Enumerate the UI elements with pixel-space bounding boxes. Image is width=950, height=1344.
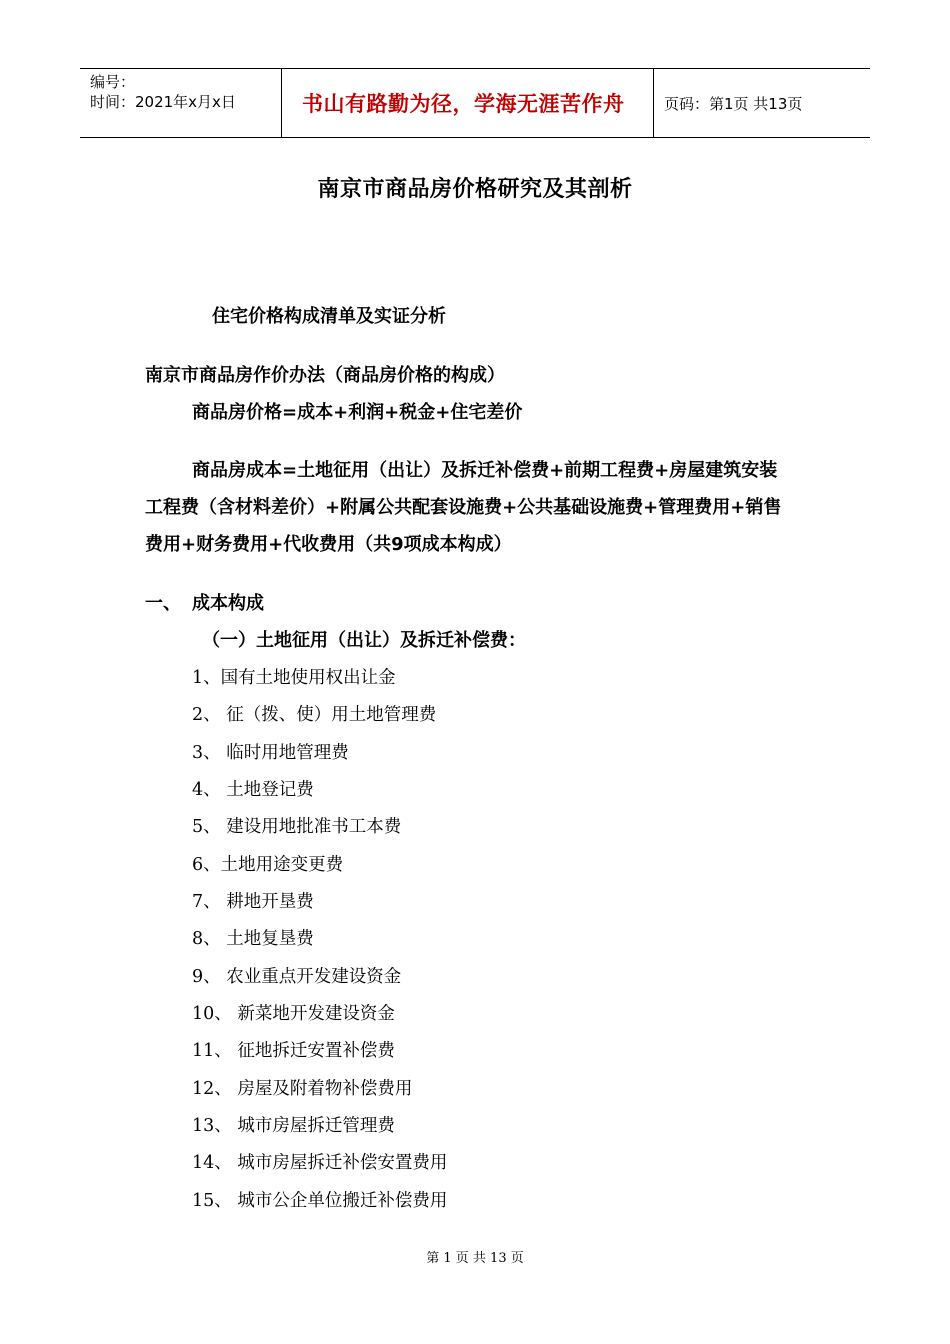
list-item: 4、 土地登记费: [192, 780, 314, 800]
formula-cost-line-2: 工程费（含材料差价）+附属公共配套设施费+公共基础设施费+管理费用+销售: [145, 497, 782, 518]
list-item: 8、 土地复垦费: [192, 929, 314, 949]
header-page-info: 页码：第1页 共13页: [664, 94, 803, 113]
part-one-title: 成本构成: [192, 593, 264, 614]
list-item: 11、 征地拆迁安置补偿费: [192, 1041, 395, 1061]
list-item: 15、 城市公企单位搬迁补偿费用: [192, 1191, 448, 1211]
header-motto: 书山有路勤为径，学海无涯苦作舟: [282, 69, 654, 137]
section-heading: 南京市商品房作价办法（商品房价格的构成）: [145, 365, 505, 386]
formula-cost-line-1: 商品房成本=土地征用（出让）及拆迁补偿费+前期工程费+房屋建筑安装: [192, 460, 778, 481]
list-item: 1、国有土地使用权出让金: [192, 668, 396, 688]
list-item: 3、 临时用地管理费: [192, 743, 349, 763]
document-title: 南京市商品房价格研究及其剖析: [317, 177, 633, 202]
subsection-heading: （一）土地征用（出让）及拆迁补偿费：: [202, 630, 526, 651]
part-one-number: 一、: [145, 593, 181, 614]
header-meta: [80, 69, 282, 137]
list-item: 12、 房屋及附着物补偿费用: [192, 1079, 413, 1099]
list-item: 13、 城市房屋拆迁管理费: [192, 1116, 395, 1136]
page-footer: 第 1 页 共 13 页: [426, 1251, 524, 1266]
formula-price: 商品房价格=成本+利润+税金+住宅差价: [192, 402, 523, 423]
list-item: 7、 耕地开垦费: [192, 892, 314, 912]
subtitle: 住宅价格构成清单及实证分析: [212, 306, 446, 327]
list-item: 5、 建设用地批准书工本费: [192, 817, 402, 837]
list-item: 10、 新菜地开发建设资金: [192, 1004, 395, 1024]
list-item: 2、 征（拨、使）用土地管理费: [192, 705, 437, 725]
header-time: 时间：2021年x月x日: [90, 93, 236, 111]
document-header: [80, 68, 870, 138]
list-item: 6、土地用途变更费: [192, 855, 344, 875]
list-item: 9、 农业重点开发建设资金: [192, 967, 402, 987]
list-item: 14、 城市房屋拆迁补偿安置费用: [192, 1153, 448, 1173]
formula-cost-line-3: 费用+财务费用+代收费用（共9项成本构成）: [145, 534, 512, 555]
header-number: 编号：: [90, 73, 136, 91]
